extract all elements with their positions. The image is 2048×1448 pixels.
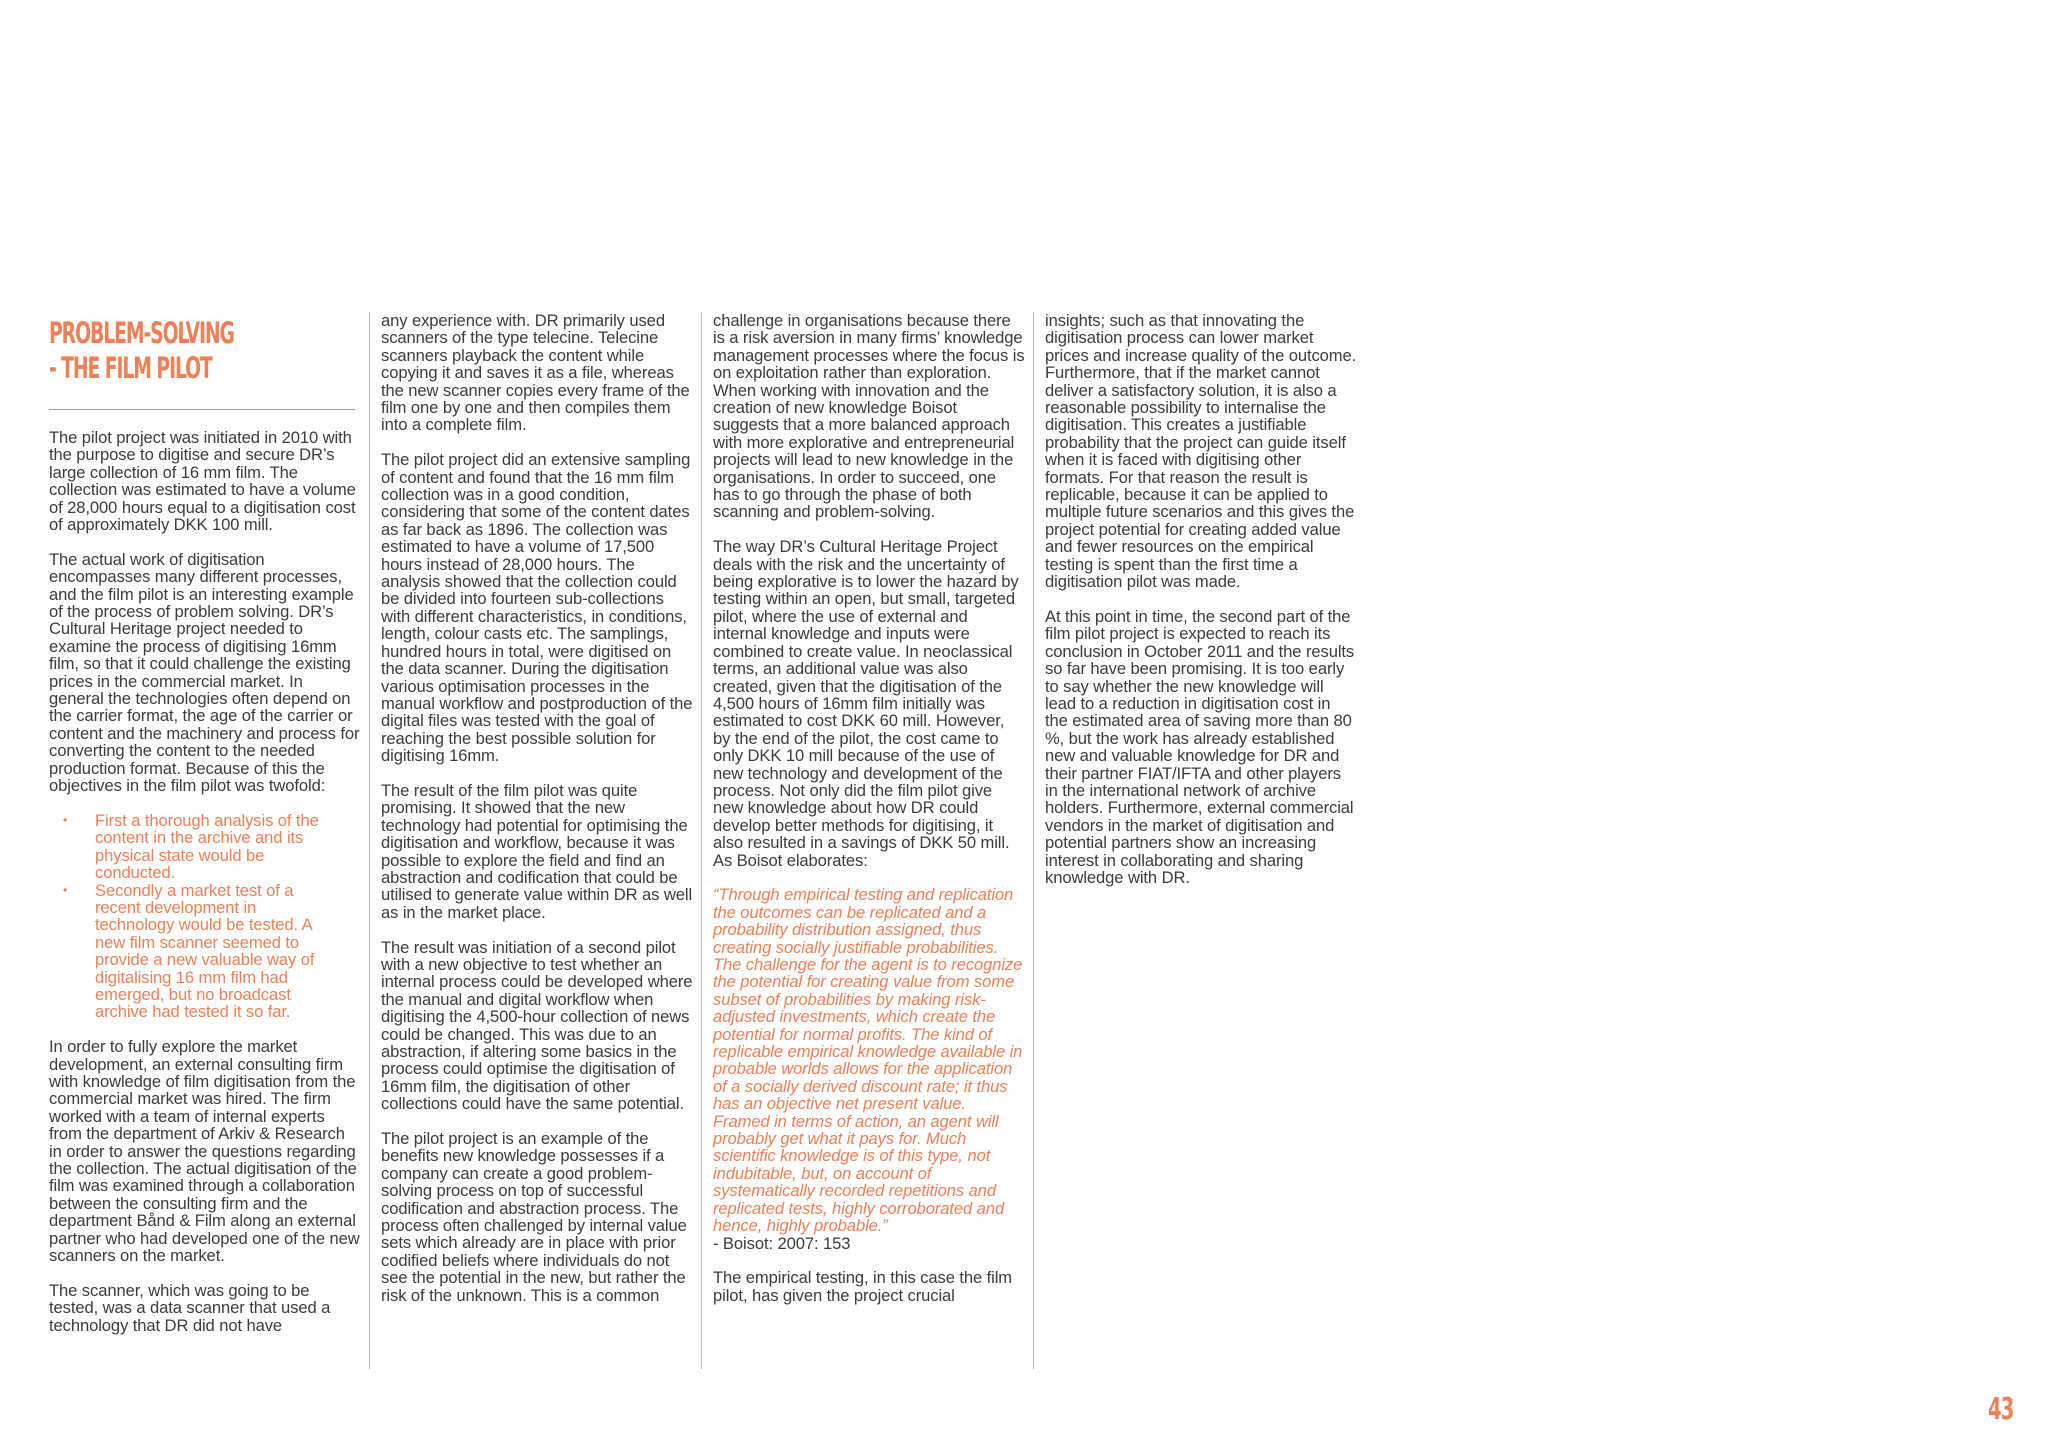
paragraph: The pilot project was initiated in 2010 with the purpose to digitise and secure DR’s large collection of 16 mm film. The collection was estimated to have a volume of 28,000 hours equal to a digitisation cost of approximately DKK 100 mill. xyxy=(49,428,356,535)
paragraph: The empirical testing, in this case the film pilot, has given the project crucial xyxy=(713,1268,1013,1305)
column-4 xyxy=(1045,312,1357,886)
paragraph: any experience with. DR primarily used scanners of the type telecine. Telecine scanners playback the content while copying it and saves it as a file, whereas the new scanner copies every frame of the film one by one and then compiles them into a complete film. xyxy=(381,311,690,435)
page-number: 43 xyxy=(1988,1392,2014,1427)
paragraph: insights; such as that innovating the digitisation process can lower market prices and increase quality of the outcome. Furthermore, that if the market cannot deliver a satisfactory solution, it is also a reasonable possibility to internalise the digitisation. This creates a justifiable probability that the project can guide itself when it is faced with digitising other formats. For that reason the result is replicable, because it can be applied to multiple future scenarios and this gives the project potential for creating added value and fewer resources on the empirical testing is spent than the first time a digitisation pilot was made. xyxy=(1045,311,1357,592)
paragraph: The way DR’s Cultural Heritage Project deals with the risk and the uncertainty of being explorative is to lower the hazard by testing within an open, but small, targeted pilot, where the use of external and internal knowledge and inputs were combined to create value. In neoclassical terms, an additional value was also created, given that the digitisation of the 4,500 hours of 16mm film initially was estimated to cost DKK 60 mill. However, by the end of the pilot, the cost came to only DKK 10 mill because of the use of new technology and development of the process. Not only did the film pilot give new knowledge about how DR could develop better methods for digitising, it also resulted in a savings of DKK 50 mill. As Boisot elaborates: xyxy=(713,537,1019,870)
list-item-text: Secondly a market test of a recent development in technology would be tested. A new film scanner seemed to provide a new valuable way of digitalising 16 mm film had emerged, but no broadcast archive had tested it so far. xyxy=(95,880,315,1022)
section-title-line-1: PROBLEM-SOLVING xyxy=(49,316,234,350)
block-quote: “Through empirical testing and replication the outcomes can be replicated and a probability distribution assigned, thus creating socially justifiable probabilities. The challenge for the agent is to recognize the potential for creating value from some subset of probabilities by making risk-adjusted investments, which create the potential for normal profits. The kind of replicable empirical knowledge available in probable worlds allows for the application of a socially derived discount rate; it thus has an objective net present value. Framed in terms of action, an agent will probably get what it pays for. Much scientific knowledge is of this type, not indubitable, but, on account of systematically recorded repetitions and replicated tests, highly corroborated and hence, highly probable.” xyxy=(713,885,1023,1236)
column-divider xyxy=(701,312,702,1369)
list-item xyxy=(49,882,335,1021)
column-divider xyxy=(369,312,370,1369)
paragraph: The pilot project is an example of the benefits new knowledge possesses if a company can create a good problem-solving process on top of successful codification and abstraction process. The process often challenged by internal value sets which already are in place with prior codified beliefs where individuals do not see the potential in the new, but rather the risk of the unknown. This is a common xyxy=(381,1129,687,1305)
paragraph: The actual work of digitisation encompasses many different processes, and the film pilot is an interesting example of the process of problem solving. DR’s Cultural Heritage project needed to examine the process of digitising 16mm film, so that it could challenge the existing prices in the commercial market. In general the technologies often depend on the carrier format, the age of the carrier or content and the machinery and process for converting the content to the needed production format. Because of this the objectives in the film pilot was twofold: xyxy=(49,549,360,796)
list-item-text: First a thorough analysis of the content in the archive and its physical state would be conducted. xyxy=(95,810,319,883)
list-item xyxy=(49,812,335,882)
column-divider xyxy=(1033,312,1034,1369)
paragraph: The scanner, which was going to be tested, was a data scanner that used a technology that DR did not have xyxy=(49,1280,331,1335)
paragraph: challenge in organisations because there is a risk aversion in many firms’ knowledge management processes where the focus is on exploitation rather than exploration. When working with innovation and the creation of new knowledge Boisot suggests that a more balanced approach with more explorative and entrepreneurial projects will lead to new knowledge in the organisations. In order to succeed, one has to go through the phase of both scanning and problem-solving. xyxy=(713,311,1025,522)
column-2 xyxy=(381,312,693,1304)
column-1 xyxy=(49,316,361,1334)
column-3 xyxy=(713,312,1025,1304)
bullet-icon: • xyxy=(63,882,68,897)
paragraph: The result of the film pilot was quite promising. It showed that the new technology had potential for optimising the digitisation and workflow, because it was possible to explore the field and find an abstraction and codification that could be utilised to generate value within DR as well as in the market place. xyxy=(381,780,693,922)
title-divider xyxy=(49,409,355,410)
paragraph: The pilot project did an extensive sampling of content and found that the 16 mm film collection was in a good condition, considering that some of the content dates as far back as 1896. The collection was estimated to have a volume of 17,500 hours instead of 28,000 hours. The analysis showed that the collection could be divided into fourteen sub-collections with different characteristics, in conditions, length, colour casts etc. The samplings, hundred hours in total, were digitised on the data scanner. During the digitisation various optimisation processes in the manual workflow and postproduction of the digital files was tested with the goal of reaching the best possible solution for digitising 16mm. xyxy=(381,450,693,766)
paragraph: At this point in time, the second part of the film pilot project is expected to reach its conclusion in October 2011 and the results so far have been promising. It is too early to say whether the new knowledge will lead to a reduction in digitisation cost in the estimated area of saving more than 80 %, but the work has already established new and valuable knowledge for DR and their partner FIAT/IFTA and other players in the international network of archive holders. Furthermore, external commercial vendors in the market of digitisation and potential partners show an increasing interest in collaborating and sharing knowledge with DR. xyxy=(1045,606,1355,887)
section-title-line-2: - THE FILM PILOT xyxy=(49,351,212,385)
quote-citation: - Boisot: 2007: 153 xyxy=(713,1233,851,1253)
objectives-list xyxy=(49,812,361,1021)
section-title xyxy=(49,316,274,386)
paragraph: The result was initiation of a second pilot with a new objective to test whether an internal process could be developed where the manual and digital workflow when digitising the 4,500-hour collection of news could be changed. This was due to an abstraction, if altering some basics in the process could optimise the digitisation of 16mm film, the digitisation of other collections could have the same potential. xyxy=(381,937,693,1114)
paragraph: In order to fully explore the market development, an external consulting firm with knowledge of film digitisation from the commercial market was hired. The firm worked with a team of internal experts from the department of Arkiv & Research in order to answer the questions regarding the collection. The actual digitisation of the film was examined through a collaboration between the consulting firm and the department Bånd & Film along an external partner who had developed one of the new scanners on the market. xyxy=(49,1037,360,1266)
bullet-icon: • xyxy=(63,812,68,827)
